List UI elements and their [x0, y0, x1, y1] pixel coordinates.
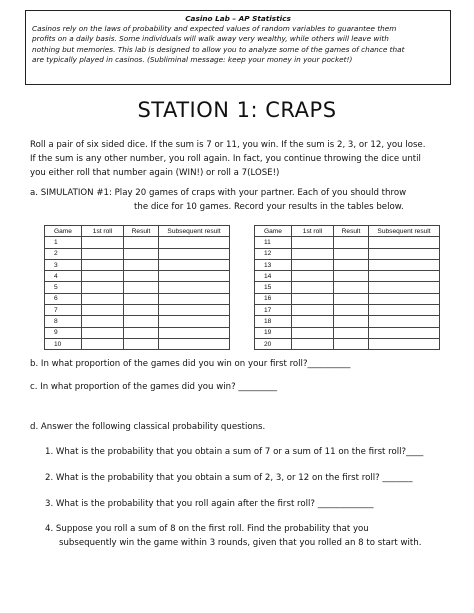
- station-title: STATION 1: CRAPS: [137, 98, 337, 122]
- table-row: [255, 338, 440, 349]
- first-roll-cell[interactable]: [82, 316, 124, 327]
- first-roll-cell[interactable]: [82, 237, 124, 248]
- result-cell[interactable]: [124, 338, 159, 349]
- game-number: 4: [45, 271, 82, 282]
- result-cell[interactable]: [124, 305, 159, 316]
- first-roll-cell[interactable]: [292, 338, 334, 349]
- question-b: b. In what proportion of the games did you win on your first roll?__________: [30, 359, 351, 369]
- intro-box: [25, 10, 451, 85]
- table-row: [255, 293, 440, 304]
- result-cell[interactable]: [124, 316, 159, 327]
- subsequent-cell[interactable]: [369, 338, 440, 349]
- table-row: [45, 248, 230, 259]
- result-cell[interactable]: [334, 327, 369, 338]
- result-cell[interactable]: [334, 305, 369, 316]
- result-cell[interactable]: [334, 282, 369, 293]
- game-number: 17: [255, 305, 292, 316]
- first-roll-cell[interactable]: [292, 293, 334, 304]
- header-first-roll: 1st roll: [82, 226, 124, 237]
- result-cell[interactable]: [124, 327, 159, 338]
- table-row: [255, 259, 440, 270]
- question-d4-line-1: 4. Suppose you roll a sum of 8 on the first roll. Find the probability that you: [45, 524, 369, 534]
- table-header-row: [255, 226, 440, 237]
- result-cell[interactable]: [124, 282, 159, 293]
- result-cell[interactable]: [334, 248, 369, 259]
- question-c: c. In what proportion of the games did you win? _________: [30, 382, 278, 392]
- subsequent-cell[interactable]: [159, 248, 230, 259]
- question-d1: 1. What is the probability that you obtain a sum of 7 or a sum of 11 on the first roll?____: [45, 447, 424, 457]
- table-row: [45, 237, 230, 248]
- result-cell[interactable]: [334, 338, 369, 349]
- intro-line: nothing but memories. This lab is designed to allow you to analyze some of the games of chance that: [32, 44, 405, 54]
- table-row: [255, 316, 440, 327]
- header-first-roll: 1st roll: [292, 226, 334, 237]
- result-cell[interactable]: [124, 237, 159, 248]
- table-row: [255, 305, 440, 316]
- table-row: [255, 282, 440, 293]
- first-roll-cell[interactable]: [292, 248, 334, 259]
- game-number: 15: [255, 282, 292, 293]
- game-number: 8: [45, 316, 82, 327]
- header-game: Game: [255, 226, 292, 237]
- rules-line: If the sum is any other number, you roll again. In fact, you continue throwing the dice until: [30, 154, 421, 164]
- first-roll-cell[interactable]: [292, 271, 334, 282]
- game-number: 12: [255, 248, 292, 259]
- game-number: 19: [255, 327, 292, 338]
- first-roll-cell[interactable]: [82, 293, 124, 304]
- simulation-instructions: [30, 186, 460, 214]
- subsequent-cell[interactable]: [369, 282, 440, 293]
- question-d4-line-2: subsequently win the game within 3 rounds, given that you rolled an 8 to start with.: [59, 538, 422, 548]
- first-roll-cell[interactable]: [292, 259, 334, 270]
- game-number: 2: [45, 248, 82, 259]
- first-roll-cell[interactable]: [82, 327, 124, 338]
- game-number: 20: [255, 338, 292, 349]
- rules-line: Roll a pair of six sided dice. If the sum is 7 or 11, you win. If the sum is 2, 3, or 12, you lose.: [30, 140, 426, 150]
- table-row: [45, 327, 230, 338]
- first-roll-cell[interactable]: [82, 282, 124, 293]
- game-number: 13: [255, 259, 292, 270]
- header-subsequent: Subsequent result: [159, 226, 230, 237]
- rules-paragraph: [30, 138, 460, 180]
- first-roll-cell[interactable]: [292, 282, 334, 293]
- result-cell[interactable]: [334, 237, 369, 248]
- table-header-row: [45, 226, 230, 237]
- results-table-left: [44, 225, 230, 350]
- first-roll-cell[interactable]: [292, 316, 334, 327]
- subsequent-cell[interactable]: [369, 259, 440, 270]
- game-number: 7: [45, 305, 82, 316]
- table-row: [45, 338, 230, 349]
- subsequent-cell[interactable]: [159, 271, 230, 282]
- result-cell[interactable]: [124, 259, 159, 270]
- rules-line: you either roll that number again (WIN!) or roll a 7(LOSE!): [30, 168, 280, 178]
- first-roll-cell[interactable]: [82, 305, 124, 316]
- table-row: [255, 271, 440, 282]
- table-row: [45, 282, 230, 293]
- game-number: 16: [255, 293, 292, 304]
- subsequent-cell[interactable]: [159, 282, 230, 293]
- game-number: 18: [255, 316, 292, 327]
- game-number: 10: [45, 338, 82, 349]
- first-roll-cell[interactable]: [82, 248, 124, 259]
- question-d4: [45, 522, 421, 550]
- sim-line-2: the dice for 10 games. Record your results in the tables below.: [134, 202, 404, 212]
- subsequent-cell[interactable]: [369, 305, 440, 316]
- subsequent-cell[interactable]: [369, 237, 440, 248]
- table-row: [45, 259, 230, 270]
- table-row: [45, 271, 230, 282]
- intro-line: profits on a daily basis. Some individuals will walk away very wealthy, while others will leave with: [32, 34, 389, 44]
- game-number: 14: [255, 271, 292, 282]
- game-number: 11: [255, 237, 292, 248]
- subsequent-cell[interactable]: [159, 305, 230, 316]
- result-cell[interactable]: [124, 293, 159, 304]
- result-cell[interactable]: [334, 293, 369, 304]
- subsequent-cell[interactable]: [369, 316, 440, 327]
- question-d2: 2. What is the probability that you obtain a sum of 2, 3, or 12 on the first roll? _______: [45, 473, 413, 483]
- question-d: d. Answer the following classical probability questions.: [30, 422, 266, 432]
- result-cell[interactable]: [334, 316, 369, 327]
- table-row: [45, 305, 230, 316]
- subsequent-cell[interactable]: [369, 327, 440, 338]
- table-row: [45, 316, 230, 327]
- result-cell[interactable]: [124, 271, 159, 282]
- first-roll-cell[interactable]: [82, 338, 124, 349]
- subsequent-cell[interactable]: [369, 293, 440, 304]
- result-cell[interactable]: [334, 271, 369, 282]
- game-number: 5: [45, 282, 82, 293]
- lab-title: Casino Lab – AP Statistics: [185, 14, 291, 23]
- subsequent-cell[interactable]: [369, 248, 440, 259]
- table-row: [45, 293, 230, 304]
- first-roll-cell[interactable]: [292, 237, 334, 248]
- header-result: Result: [334, 226, 369, 237]
- first-roll-cell[interactable]: [82, 259, 124, 270]
- subsequent-cell[interactable]: [159, 293, 230, 304]
- subsequent-cell[interactable]: [159, 316, 230, 327]
- result-cell[interactable]: [334, 259, 369, 270]
- game-number: 3: [45, 259, 82, 270]
- first-roll-cell[interactable]: [82, 271, 124, 282]
- game-number: 6: [45, 293, 82, 304]
- results-table-right: [254, 225, 440, 350]
- header-result: Result: [124, 226, 159, 237]
- intro-line: are typically played in casinos. (Subliminal message: keep your money in your pocket!): [32, 54, 353, 64]
- first-roll-cell[interactable]: [292, 327, 334, 338]
- subsequent-cell[interactable]: [369, 271, 440, 282]
- question-d3: 3. What is the probability that you roll again after the first roll? _____________: [45, 499, 374, 509]
- subsequent-cell[interactable]: [159, 327, 230, 338]
- table-row: [255, 327, 440, 338]
- result-cell[interactable]: [124, 248, 159, 259]
- first-roll-cell[interactable]: [292, 305, 334, 316]
- subsequent-cell[interactable]: [159, 338, 230, 349]
- intro-line: Casinos rely on the laws of probability and expected values of random variables to guarantee them: [32, 24, 397, 34]
- table-row: [255, 248, 440, 259]
- subsequent-cell[interactable]: [159, 237, 230, 248]
- header-subsequent: Subsequent result: [369, 226, 440, 237]
- game-number: 9: [45, 327, 82, 338]
- game-number: 1: [45, 237, 82, 248]
- header-game: Game: [45, 226, 82, 237]
- sim-line-1: a. SIMULATION #1: Play 20 games of craps with your partner. Each of you should throw: [30, 188, 407, 198]
- subsequent-cell[interactable]: [159, 259, 230, 270]
- table-row: [255, 237, 440, 248]
